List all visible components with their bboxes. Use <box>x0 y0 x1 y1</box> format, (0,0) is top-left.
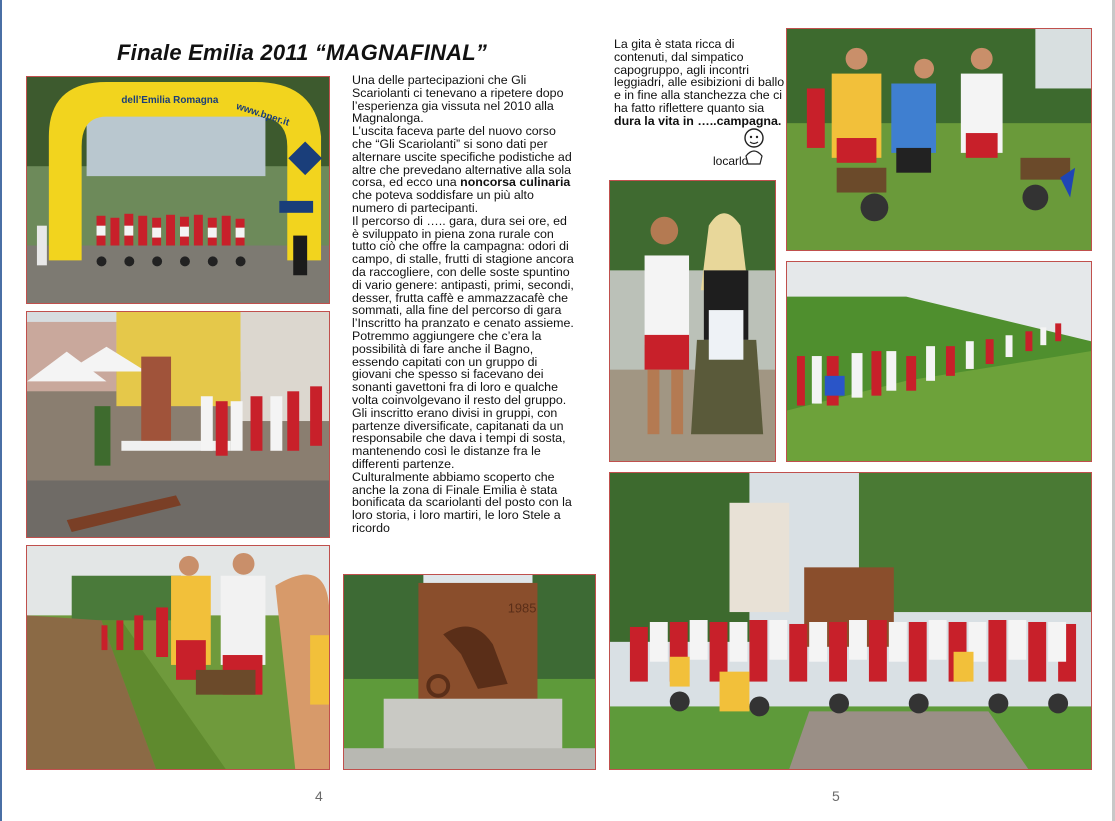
sidebar-text: La gita è stata ricca di contenuti, dal simpatico capogruppo, agli incontri leggiadri, alle esibizioni di ballo e in fine alla stanchezza che ci ha fatto riflettere quanto sia <box>614 37 785 115</box>
photo-couple-costume <box>609 180 776 462</box>
article-paragraph: Gli inscritto erano divisi in gruppi, con partenze diversificate, capitanati da un responsabile che dava i tempi di sosta, mantenendo così le distanze fra le differenti partenze. <box>352 405 566 471</box>
arch-banner-text: dell’Emilia Romagna <box>121 94 219 106</box>
article-paragraph: Potremmo aggiungere che c’era la possibilità di fare anche il Bagno, essendo capitati con un gruppo di giovani che spesso si facevano dei sonanti gavettoni fra di loro e qualche volta coinvolgevano il resto del gruppo. <box>352 328 567 407</box>
article-text: che poteva soddisfare un più alto numero di partecipanti. <box>352 188 534 215</box>
article-paragraph: Il percorso di ….. gara, dura sei ore, ed è sviluppato in piena zona rurale con tutto ciò che offre la campagna: odori di campo, di stalle, frutti di stagione ancora da raccogliere, con delle soste spuntino di vario genere: antipasti, primi, secondi, desser, frutta caffè e ammazzacafè che sommati, alla fine del percorso di gara l’Inscritto ha pranzato e cenato assieme. <box>352 213 574 331</box>
photo-food-stop <box>26 311 330 538</box>
article-paragraph: Culturalmente abbiamo scoperto che anche la zona di Finale Emilia è stata bonificata da scariolanti del posto con la loro storia, i loro martiri, le loro Stele a ricordo <box>352 469 572 535</box>
photo-walkers-path <box>26 545 330 770</box>
photo-start-arch <box>26 76 330 304</box>
photo-stele-monument <box>343 574 596 770</box>
signature: locarlo <box>713 154 749 168</box>
arch-url-text: www.bper.it <box>234 101 291 129</box>
page-title: Finale Emilia 2011 “MAGNAFINAL” <box>117 40 488 65</box>
article-bold-text: noncorsa culinaria <box>460 175 571 190</box>
caricature-doodle <box>738 126 770 166</box>
photo-group <box>609 472 1092 770</box>
sidebar-paragraph <box>614 38 786 128</box>
photo-wheelbarrows <box>786 28 1092 251</box>
sidebar-note <box>614 38 786 128</box>
article-body <box>352 74 574 535</box>
article-paragraph <box>352 125 574 215</box>
page-number-right: 5 <box>832 788 840 804</box>
stele-year: 1985 <box>507 600 537 616</box>
photo-embankment-walkers <box>786 261 1092 462</box>
sidebar-bold-text: dura la vita in …..campagna. <box>614 113 782 128</box>
page-number-left: 4 <box>315 788 323 804</box>
article-paragraph: Una delle partecipazioni che Gli Scariolanti ci tenevano a ripetere dopo l’esperienza gia vissuta nel 2010 alla Magnalonga. <box>352 73 564 126</box>
article-text: L’uscita faceva parte del nuovo corso che “Gli Scariolanti” si sono dati per alternare uscite specifiche podistiche ad altre che prevedano alternative alla sola corsa, ed ecco una <box>352 124 572 190</box>
